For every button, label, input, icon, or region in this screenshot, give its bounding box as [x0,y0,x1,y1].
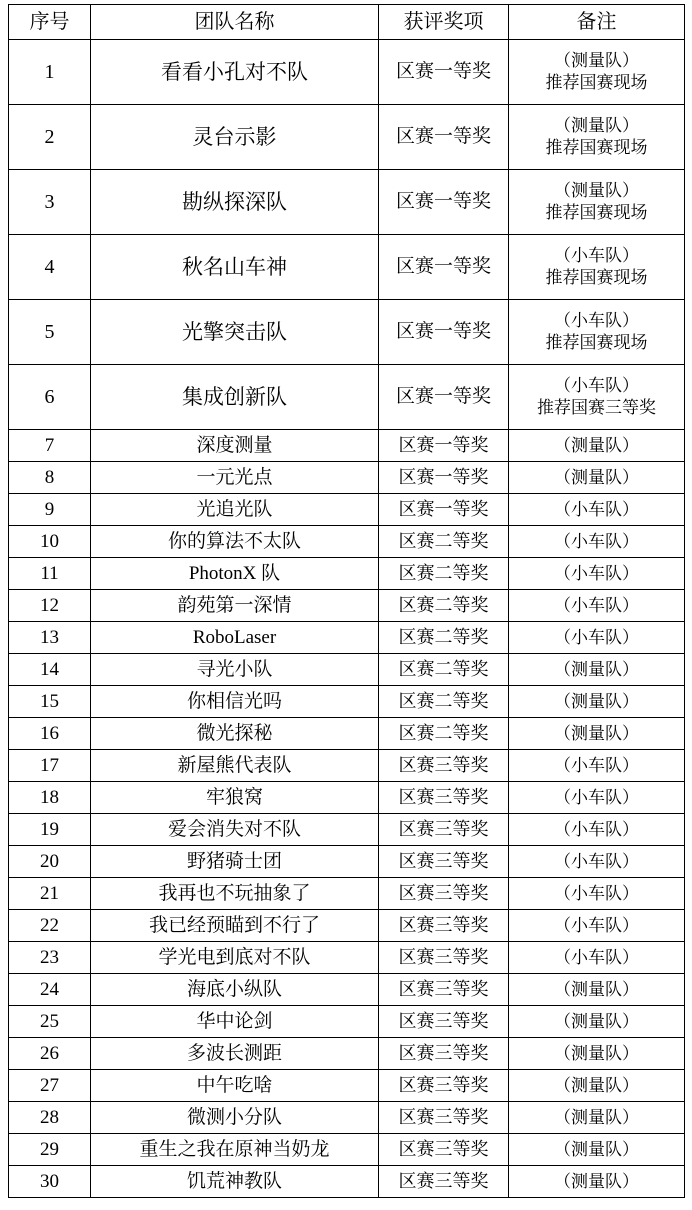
cell-note: （测量队） [509,462,685,494]
cell-award: 区赛一等奖 [379,170,509,235]
cell-index: 29 [9,1134,91,1166]
note-multiline [509,310,684,354]
cell-team-name: 牢狼窝 [91,782,379,814]
cell-team-name: 微测小分队 [91,1102,379,1134]
note-line-2: 推荐国赛三等奖 [537,398,656,417]
cell-team-name: 多波长测距 [91,1038,379,1070]
table-row [9,1006,685,1038]
table-row [9,526,685,558]
table-row [9,462,685,494]
cell-index: 15 [9,686,91,718]
cell-index: 25 [9,1006,91,1038]
cell-note: （测量队） [509,1102,685,1134]
table-row [9,494,685,526]
note-line-2: 推荐国赛现场 [545,73,648,92]
cell-index: 21 [9,878,91,910]
cell-award: 区赛二等奖 [379,558,509,590]
cell-team-name: 看看小孔对不队 [91,40,379,105]
table-row [9,814,685,846]
cell-award: 区赛三等奖 [379,1038,509,1070]
table-row [9,974,685,1006]
table-row [9,40,685,105]
cell-note: （测量队） [509,1166,685,1198]
table-row [9,590,685,622]
table-row [9,750,685,782]
cell-team-name: 我已经预瞄到不行了 [91,910,379,942]
cell-note [509,170,685,235]
note-multiline [509,115,684,159]
table-row [9,846,685,878]
note-line-1: （小车队） [554,245,639,265]
cell-note: （测量队） [509,718,685,750]
column-header-index: 序号 [9,5,91,40]
table-row [9,365,685,430]
cell-index: 18 [9,782,91,814]
cell-team-name: 秋名山车神 [91,235,379,300]
table-row [9,235,685,300]
cell-index: 3 [9,170,91,235]
cell-award: 区赛一等奖 [379,40,509,105]
table-row [9,300,685,365]
cell-note [509,40,685,105]
cell-index: 17 [9,750,91,782]
cell-award: 区赛三等奖 [379,974,509,1006]
table-header [9,5,685,40]
note-line-2: 推荐国赛现场 [545,138,648,157]
cell-index: 20 [9,846,91,878]
table-row [9,1166,685,1198]
cell-team-name: 深度测量 [91,430,379,462]
cell-award: 区赛三等奖 [379,942,509,974]
table-row [9,558,685,590]
cell-team-name: 勘纵探深队 [91,170,379,235]
cell-award: 区赛三等奖 [379,814,509,846]
cell-team-name: 学光电到底对不队 [91,942,379,974]
cell-note: （小车队） [509,942,685,974]
cell-team-name: 我再也不玩抽象了 [91,878,379,910]
cell-team-name: 爱会消失对不队 [91,814,379,846]
cell-note: （小车队） [509,590,685,622]
note-line-1: （小车队） [554,310,639,330]
cell-note [509,300,685,365]
cell-award: 区赛一等奖 [379,105,509,170]
cell-team-name: 你的算法不太队 [91,526,379,558]
cell-award: 区赛二等奖 [379,718,509,750]
award-table [8,4,685,1198]
cell-index: 9 [9,494,91,526]
cell-award: 区赛三等奖 [379,1166,509,1198]
cell-team-name: 海底小纵队 [91,974,379,1006]
cell-index: 24 [9,974,91,1006]
cell-award: 区赛三等奖 [379,846,509,878]
cell-award: 区赛二等奖 [379,622,509,654]
cell-team-name: 微光探秘 [91,718,379,750]
cell-index: 28 [9,1102,91,1134]
column-header-team: 团队名称 [91,5,379,40]
cell-note [509,365,685,430]
table-row [9,430,685,462]
table-row [9,1102,685,1134]
cell-note: （测量队） [509,654,685,686]
cell-award: 区赛三等奖 [379,1102,509,1134]
cell-note [509,105,685,170]
cell-index: 27 [9,1070,91,1102]
cell-index: 30 [9,1166,91,1198]
table-header-row [9,5,685,40]
table-row [9,878,685,910]
cell-award: 区赛二等奖 [379,526,509,558]
cell-award: 区赛三等奖 [379,910,509,942]
cell-note: （测量队） [509,430,685,462]
table-row [9,686,685,718]
table-row [9,1134,685,1166]
cell-index: 5 [9,300,91,365]
cell-team-name: 光追光队 [91,494,379,526]
column-header-award: 获评奖项 [379,5,509,40]
cell-note: （小车队） [509,750,685,782]
cell-award: 区赛一等奖 [379,235,509,300]
cell-note: （小车队） [509,494,685,526]
cell-award: 区赛一等奖 [379,365,509,430]
cell-note: （小车队） [509,846,685,878]
cell-award: 区赛三等奖 [379,782,509,814]
cell-index: 1 [9,40,91,105]
cell-award: 区赛三等奖 [379,750,509,782]
note-line-1: （测量队） [554,50,639,70]
cell-note: （小车队） [509,558,685,590]
cell-note: （测量队） [509,1006,685,1038]
cell-award: 区赛三等奖 [379,1006,509,1038]
table-row [9,170,685,235]
cell-note: （测量队） [509,686,685,718]
cell-index: 19 [9,814,91,846]
cell-team-name: 一元光点 [91,462,379,494]
table-row [9,622,685,654]
cell-team-name: 你相信光吗 [91,686,379,718]
cell-note: （测量队） [509,1070,685,1102]
cell-index: 23 [9,942,91,974]
cell-team-name: 韵苑第一深情 [91,590,379,622]
cell-note: （小车队） [509,782,685,814]
cell-note: （测量队） [509,1038,685,1070]
cell-team-name: PhotonX 队 [91,558,379,590]
cell-team-name: RoboLaser [91,622,379,654]
cell-note: （小车队） [509,526,685,558]
cell-note: （小车队） [509,910,685,942]
cell-award: 区赛一等奖 [379,494,509,526]
table-body [9,40,685,1198]
cell-award: 区赛三等奖 [379,1134,509,1166]
table-row [9,782,685,814]
cell-index: 12 [9,590,91,622]
cell-note: （小车队） [509,878,685,910]
table-row [9,910,685,942]
note-multiline [509,375,684,419]
table-row [9,105,685,170]
cell-team-name: 中午吃啥 [91,1070,379,1102]
cell-index: 10 [9,526,91,558]
table-row [9,654,685,686]
cell-award: 区赛二等奖 [379,686,509,718]
note-line-1: （测量队） [554,115,639,135]
cell-note: （小车队） [509,814,685,846]
note-multiline [509,50,684,94]
cell-team-name: 光擎突击队 [91,300,379,365]
cell-award: 区赛一等奖 [379,430,509,462]
column-header-note: 备注 [509,5,685,40]
cell-index: 22 [9,910,91,942]
cell-team-name: 重生之我在原神当奶龙 [91,1134,379,1166]
table-row [9,718,685,750]
note-line-2: 推荐国赛现场 [545,203,648,222]
cell-index: 6 [9,365,91,430]
cell-index: 4 [9,235,91,300]
cell-index: 2 [9,105,91,170]
cell-index: 8 [9,462,91,494]
cell-award: 区赛二等奖 [379,654,509,686]
note-line-1: （小车队） [554,375,639,395]
cell-team-name: 华中论剑 [91,1006,379,1038]
cell-award: 区赛二等奖 [379,590,509,622]
note-line-2: 推荐国赛现场 [545,333,648,352]
cell-award: 区赛一等奖 [379,300,509,365]
cell-index: 26 [9,1038,91,1070]
cell-team-name: 新屋熊代表队 [91,750,379,782]
cell-award: 区赛三等奖 [379,878,509,910]
note-multiline [509,245,684,289]
note-line-2: 推荐国赛现场 [545,268,648,287]
cell-award: 区赛一等奖 [379,462,509,494]
cell-index: 14 [9,654,91,686]
table-row [9,942,685,974]
table-row [9,1070,685,1102]
cell-index: 7 [9,430,91,462]
cell-team-name: 野猪骑士团 [91,846,379,878]
cell-index: 13 [9,622,91,654]
note-multiline [509,180,684,224]
note-line-1: （测量队） [554,180,639,200]
cell-team-name: 寻光小队 [91,654,379,686]
cell-team-name: 灵台示影 [91,105,379,170]
cell-team-name: 集成创新队 [91,365,379,430]
cell-team-name: 饥荒神教队 [91,1166,379,1198]
cell-note: （测量队） [509,1134,685,1166]
cell-note: （小车队） [509,622,685,654]
cell-note [509,235,685,300]
cell-note: （测量队） [509,974,685,1006]
cell-index: 16 [9,718,91,750]
cell-index: 11 [9,558,91,590]
cell-award: 区赛三等奖 [379,1070,509,1102]
table-row [9,1038,685,1070]
